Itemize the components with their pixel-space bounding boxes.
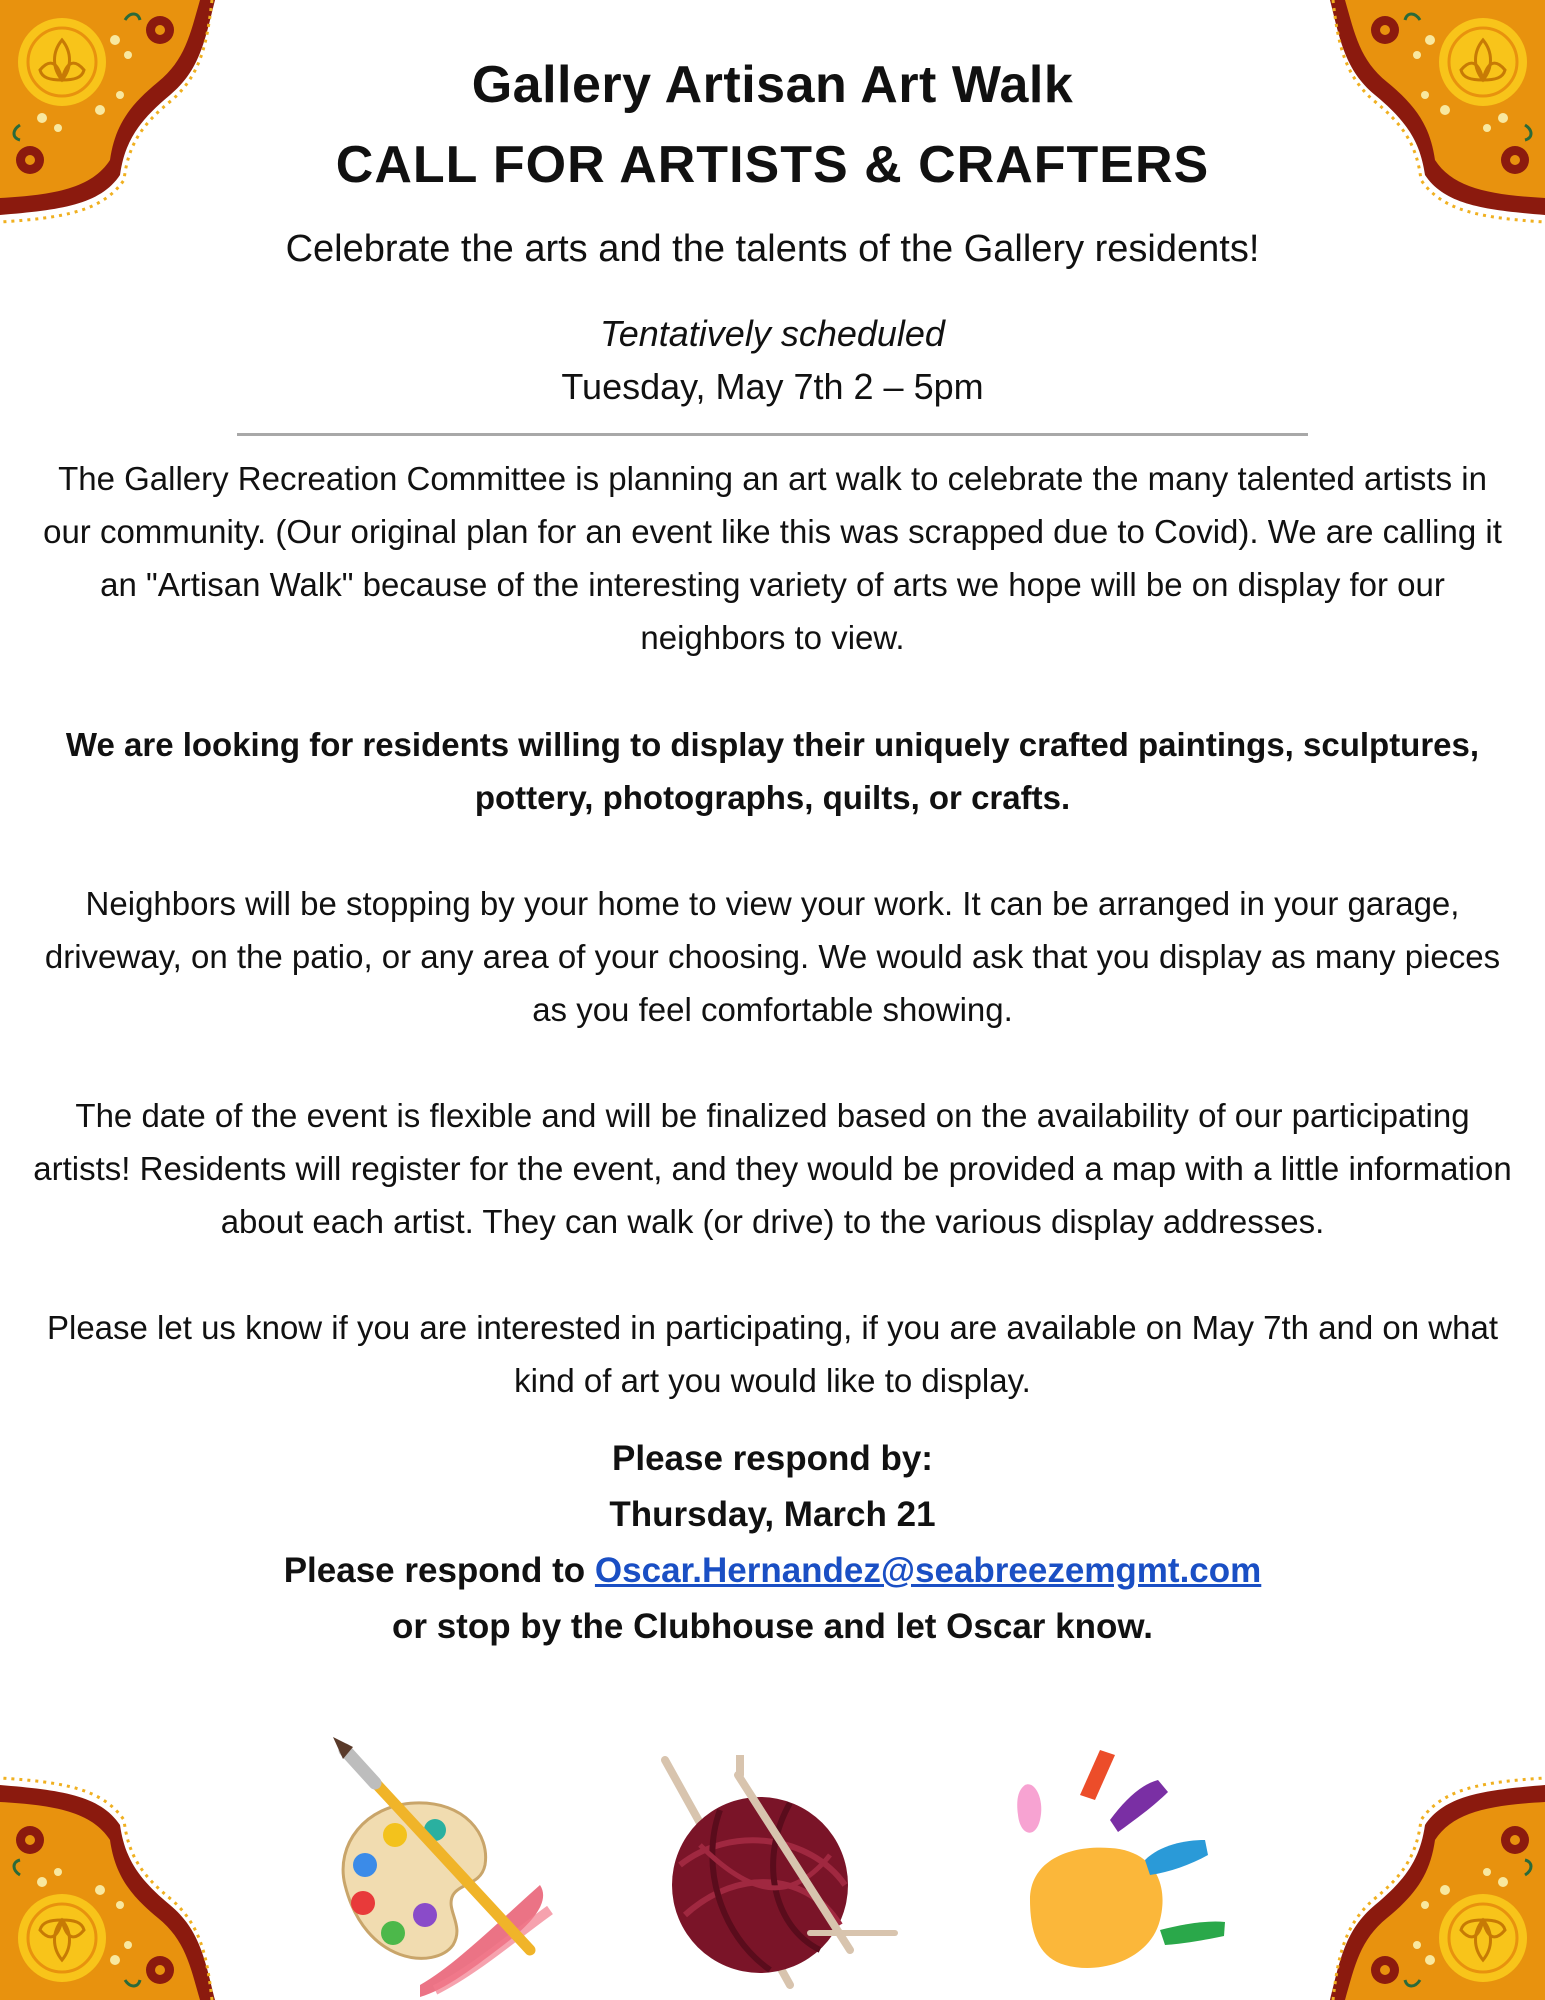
respond-by-label: Please respond by:: [612, 1439, 933, 1478]
display-paragraph: Neighbors will be stopping by your home to view your work. It can be arranged in your garage, driveway, on the patio, or any area of your choosing. We would ask that you display as many pieces as you feel comfortable showing.: [44, 885, 1501, 1028]
schedule-note: Tentatively scheduled: [600, 313, 945, 354]
page-subtitle-heading: CALL FOR ARTISTS & CRAFTERS: [335, 136, 1210, 194]
ornament-corner-icon: [0, 1775, 225, 2000]
tagline: Celebrate the arts and the talents of the Gallery residents!: [285, 228, 1260, 270]
ornament-corner-icon: [1320, 1775, 1545, 2000]
divider: [237, 433, 1308, 436]
respond-by-date: Thursday, March 21: [609, 1495, 936, 1534]
handprint-icon: [1010, 1740, 1250, 1990]
yarn-ball-icon: [660, 1755, 900, 2000]
page-title: Gallery Artisan Art Walk: [471, 56, 1074, 114]
clubhouse-line: or stop by the Clubhouse and let Oscar know.: [391, 1607, 1154, 1646]
paint-palette-icon: [325, 1735, 575, 2000]
intro-paragraph: The Gallery Recreation Committee is planning an art walk to celebrate the many talented artists in our community. (Our original plan for an event like this was scrapped due to Covid). We are calling it an "Artisan Walk" because of the interesting variety of arts we hope will be on display for our neighbors to view.: [43, 460, 1502, 656]
respond-to-label: Please respond to: [283, 1551, 595, 1590]
interest-paragraph: Please let us know if you are interested in participating, if you are available on May 7th and on what kind of art you would like to display.: [46, 1309, 1499, 1399]
call-paragraph: We are looking for residents willing to display their uniquely crafted paintings, sculptures, pottery, photographs, quilts, or crafts.: [65, 726, 1480, 816]
email-link[interactable]: Oscar.Hernandez@seabreezemgmt.com: [594, 1551, 1262, 1590]
respond-to-line: [0, 1543, 1545, 1599]
date-paragraph: The date of the event is flexible and will be finalized based on the availability of our participating artists! Residents will register for the event, and they would be provided a map with a little information about each artist. They can walk (or drive) to the various display addresses.: [33, 1097, 1512, 1240]
schedule-datetime: Tuesday, May 7th 2 – 5pm: [561, 366, 984, 407]
